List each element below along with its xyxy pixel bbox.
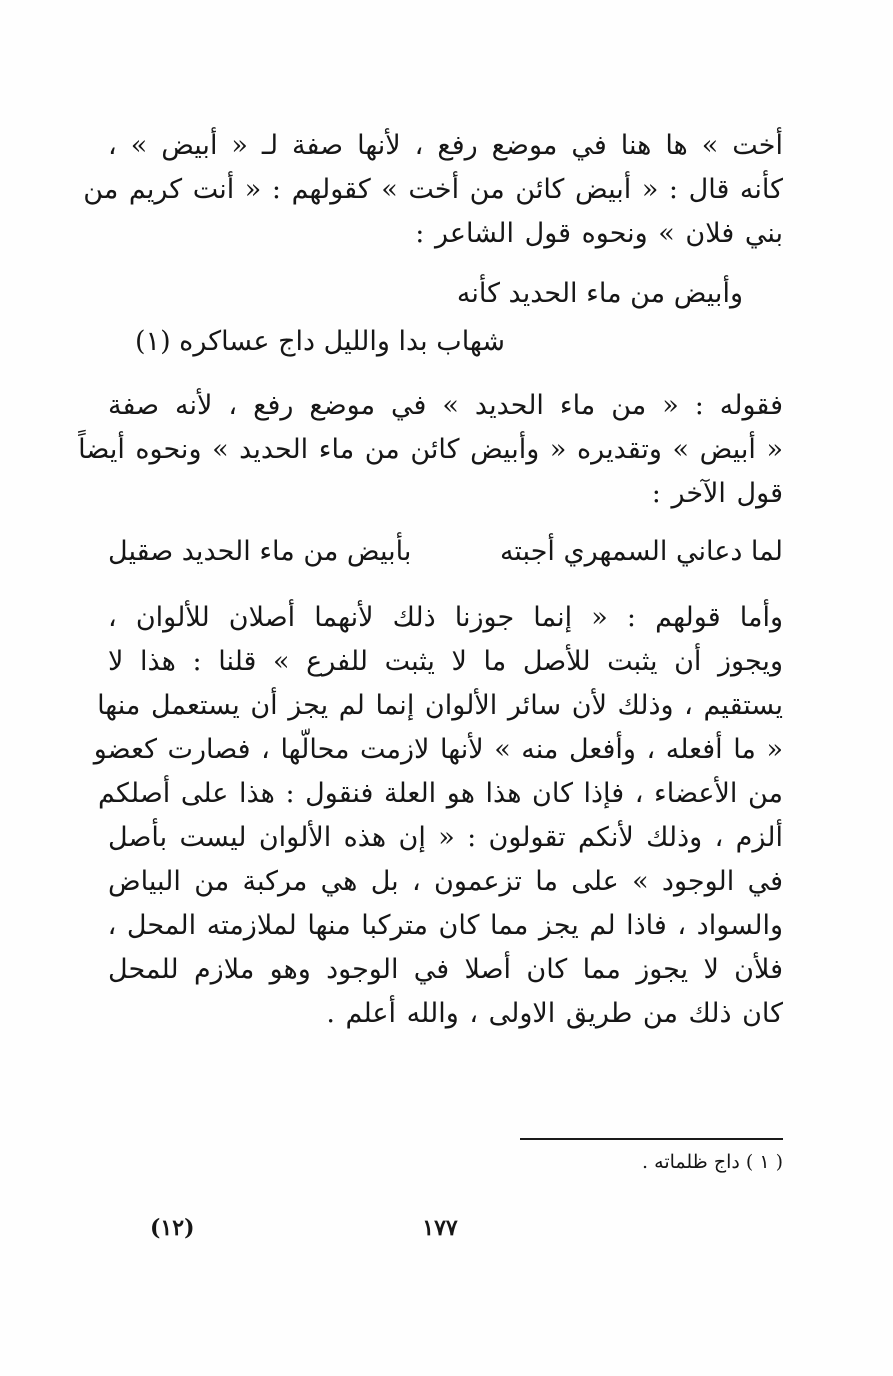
verse-2-first-hemistich: لما دعاني السمهري أجبته (499, 536, 783, 567)
text-line: قول الآخر : (651, 478, 783, 509)
page-number: ١٧٧ (422, 1215, 458, 1241)
footnote-separator (520, 1138, 783, 1140)
text-line: وأما قولهم : « إنما جوزنا ذلك لأنهما أصلان للألوان ، (108, 602, 783, 633)
text-line: يستقيم ، وذلك لأن سائر الألوان إنما لم يجز أن يستعمل منها (97, 690, 783, 721)
paragraph-1 (83, 124, 783, 256)
paragraph-3 (93, 596, 783, 1036)
text-line: بني فلان » ونحوه قول الشاعر : (415, 218, 783, 249)
text-line: والسواد ، فاذا لم يجز مما كان متركبا منها لملازمته المحل ، (107, 910, 783, 941)
text-line: فقوله : « من ماء الحديد » في موضع رفع ، لأنه صفة (108, 390, 783, 421)
verse-1-second-hemistich: شهاب بدا والليل داج عساكره (١) (135, 326, 505, 357)
verse-2 (108, 536, 783, 584)
text-line: كأنه قال : « أبيض كائن من أخت » كقولهم : « أنت كريم من (83, 174, 783, 205)
text-line: فلأن لا يجوز مما كان أصلا في الوجود وهو ملازم للمحل (108, 954, 783, 985)
text-line: ويجوز أن يثبت للأصل ما لا يثبت للفرع » قلنا : هذا لا (108, 646, 783, 677)
paragraph-2 (78, 384, 783, 516)
text-line: « ما أفعله ، وأفعل منه » لأنها لازمت محالّها ، فصارت كعضو (93, 734, 783, 765)
text-line: ألزم ، وذلك لأنكم تقولون : « إن هذه الألوان ليست بأصل (108, 822, 783, 853)
text-line: من الأعضاء ، فإذا كان هذا هو العلة فنقول : هذا على أصلكم (98, 778, 783, 809)
verse-2-second-hemistich: بأبيض من ماء الحديد صقيل (108, 536, 412, 567)
text-line: أخت » ها هنا في موضع رفع ، لأنها صفة لـ « أبيض » ، (108, 130, 783, 161)
text-line: « أبيض » وتقديره « وأبيض كائن من ماء الحديد » ونحوه أيضاً (78, 434, 783, 465)
footnote: ( ١ ) داج ظلماته . (642, 1151, 783, 1173)
text-line: كان ذلك من طريق الاولى ، والله أعلم . (326, 998, 783, 1029)
printer-signature: (١٢) (150, 1215, 195, 1241)
text-line: في الوجود » على ما تزعمون ، بل هي مركبة من البياض (108, 866, 783, 897)
verse-1-first-hemistich: وأبيض من ماء الحديد كأنه (456, 278, 743, 309)
